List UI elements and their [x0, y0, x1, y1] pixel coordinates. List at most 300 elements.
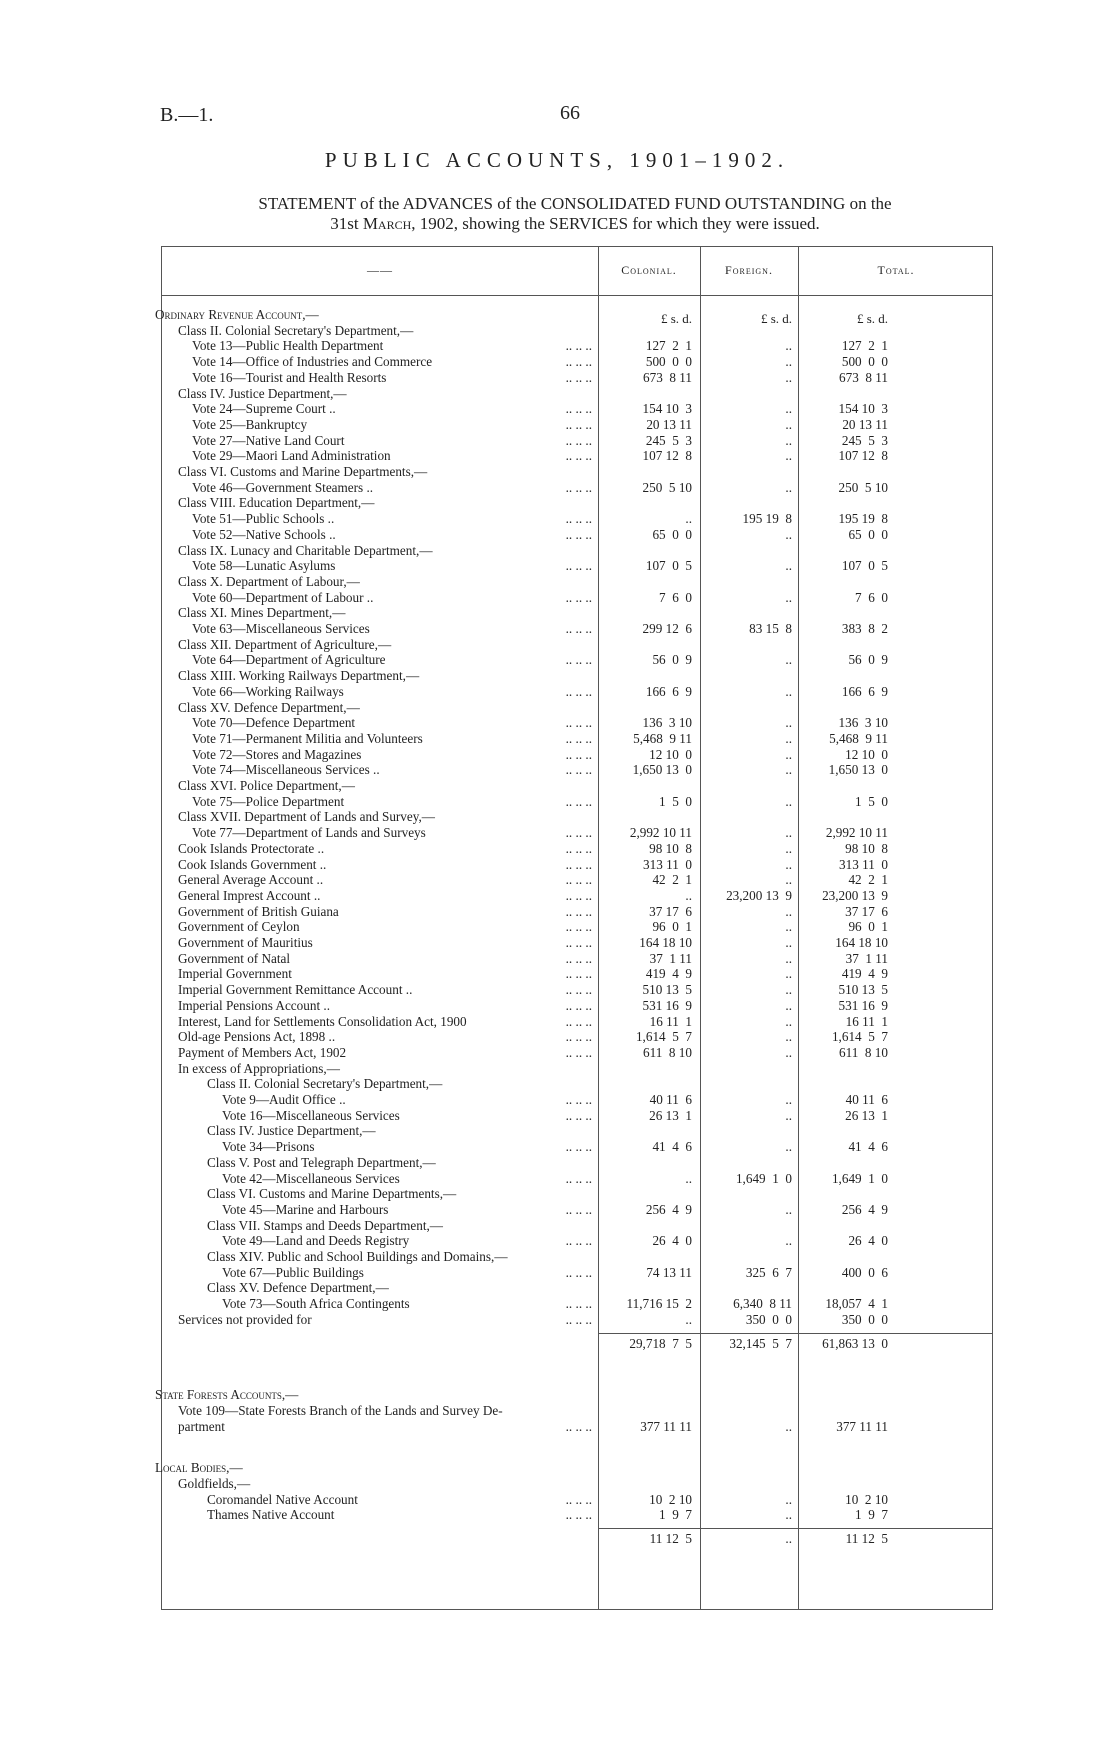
item-description — [178, 778, 592, 794]
colonial-amount: 11,716 15 2 — [626, 1296, 692, 1312]
total-column-header: Total. — [877, 263, 915, 277]
total-amount: 18,057 4 1 — [825, 1296, 888, 1312]
item-description-text: Old-age Pensions Act, 1898 .. — [178, 1029, 336, 1045]
total-amount: 1 5 0 — [855, 793, 888, 809]
table-row — [162, 715, 994, 731]
foreign-amount: .. — [785, 526, 792, 542]
colonial-amount: 250 5 10 — [642, 479, 692, 495]
item-description — [192, 590, 592, 606]
item-description — [207, 1507, 592, 1523]
leader-dots: .. .. .. — [565, 1264, 592, 1280]
item-description-text: Vote 14—Office of Industries and Commerce — [192, 354, 433, 370]
item-description — [178, 919, 592, 935]
total-amount: 37 1 11 — [845, 950, 888, 966]
colonial-amount: 419 4 9 — [645, 966, 692, 982]
item-description-text: Coromandel Native Account — [207, 1491, 358, 1507]
leader-dots: .. .. .. — [565, 950, 592, 966]
item-description-text: Class VII. Stamps and Deeds Department,— — [207, 1217, 443, 1233]
foreign-amount: .. — [785, 1092, 792, 1107]
item-description — [178, 605, 592, 621]
total-amount: 2,992 10 11 — [825, 825, 888, 841]
table-row — [162, 543, 994, 559]
leader-dots: .. .. .. — [565, 730, 592, 746]
colonial-amount: 673 8 11 — [643, 369, 692, 385]
item-description — [178, 1312, 592, 1328]
header-rule — [162, 295, 992, 296]
foreign-amount: .. — [785, 746, 792, 762]
foreign-amount: .. — [785, 1233, 792, 1249]
item-description-text: Vote 34—Prisons — [222, 1139, 315, 1155]
item-description — [178, 966, 592, 982]
foreign-amount: .. — [785, 730, 792, 746]
colonial-amount: .. — [685, 887, 692, 903]
item-description-text: Vote 77—Department of Lands and Surveys — [192, 825, 426, 841]
item-description — [222, 1171, 592, 1187]
item-description — [207, 1280, 592, 1296]
item-description — [222, 1139, 592, 1155]
leader-dots: .. .. .. — [565, 511, 592, 527]
table-row — [162, 1139, 994, 1155]
item-description-text: Local Bodies,— — [155, 1460, 243, 1476]
item-description-text: Class XV. Defence Department,— — [207, 1280, 389, 1296]
total-amount: 154 10 3 — [838, 401, 888, 417]
leader-dots: .. .. .. — [565, 558, 592, 574]
foreign-amount: .. — [785, 856, 792, 872]
total-amount: 136 3 10 — [838, 715, 888, 731]
table-row — [162, 668, 994, 684]
item-description-text: Goldfields,— — [178, 1476, 251, 1491]
colonial-amount: 56 0 9 — [652, 652, 692, 668]
colonial-amount: 26 4 0 — [652, 1233, 692, 1249]
item-description-text: Vote 74—Miscellaneous Services .. — [192, 762, 380, 778]
leader-dots: .. .. .. — [565, 479, 592, 495]
item-description — [178, 809, 592, 825]
item-description-text: Government of Mauritius — [178, 935, 313, 950]
colonial-amount: 1 9 7 — [659, 1507, 692, 1523]
foreign-amount: .. — [785, 715, 792, 731]
foreign-amount: .. — [785, 1418, 792, 1434]
item-description-text: Class XI. Mines Department,— — [178, 605, 346, 621]
item-description — [192, 401, 592, 417]
table-row — [162, 857, 994, 873]
total-amount: 107 12 8 — [838, 448, 888, 464]
table-row — [162, 1403, 994, 1419]
table-row — [162, 998, 994, 1014]
total-amount: 7 6 0 — [855, 589, 888, 605]
table-row — [162, 401, 994, 417]
colonial-amount: 5,468 9 11 — [633, 730, 692, 746]
colonial-amount: 166 6 9 — [645, 683, 692, 699]
statement-line-2-rest: , 1902, showing the SERVICES for which they were issued. — [411, 214, 820, 233]
leader-dots: .. .. .. — [565, 401, 592, 417]
foreign-amount: .. — [785, 935, 792, 950]
table-row — [162, 574, 994, 590]
item-description-text: Payment of Members Act, 1902 — [178, 1044, 347, 1060]
section-heading — [155, 1387, 592, 1403]
item-description — [178, 323, 592, 339]
foreign-amount: 1,649 1 0 — [735, 1170, 792, 1186]
item-description — [178, 1403, 592, 1419]
total-amount: 16 11 1 — [845, 1013, 888, 1029]
total-amount: 195 19 8 — [838, 511, 888, 527]
section-heading-row — [155, 1387, 994, 1403]
item-description — [178, 904, 592, 920]
colonial-amount: 11 12 5 — [649, 1531, 692, 1547]
table-row — [162, 700, 994, 716]
item-description — [192, 448, 592, 464]
item-description-text: Vote 67—Public Buildings — [222, 1264, 364, 1280]
foreign-amount: 350 0 0 — [745, 1311, 792, 1327]
item-description-text: Thames Native Account — [207, 1507, 335, 1523]
colonial-amount: 65 0 0 — [652, 526, 692, 542]
item-description — [178, 841, 592, 857]
total-amount: 26 4 0 — [848, 1233, 888, 1249]
document-reference: B.—1. — [160, 104, 214, 126]
item-description — [178, 1029, 592, 1045]
table-row — [162, 1061, 994, 1077]
item-description — [207, 1218, 592, 1234]
item-description-text: Class XII. Department of Agriculture,— — [178, 636, 392, 652]
item-description-text: Government of Natal — [178, 950, 291, 966]
colonial-amount: .. — [685, 1170, 692, 1186]
leader-dots: .. .. .. — [565, 1491, 592, 1507]
table-row — [162, 1171, 994, 1187]
item-description — [192, 433, 592, 449]
table-row — [162, 1202, 994, 1218]
foreign-amount: .. — [785, 1029, 792, 1045]
leader-dots: .. .. .. — [565, 1107, 592, 1123]
leader-dots: .. .. .. — [565, 416, 592, 432]
leader-dots: .. .. .. — [565, 762, 592, 778]
item-description — [192, 370, 592, 386]
foreign-amount: .. — [785, 401, 792, 417]
table-row — [162, 1218, 994, 1234]
item-description-text: Class XIII. Working Railways Department,— — [178, 668, 420, 684]
table-row — [162, 872, 994, 888]
leader-dots: .. .. .. — [565, 1029, 592, 1045]
statement-month: March — [362, 214, 412, 233]
leader-dots: .. .. .. — [565, 1170, 592, 1186]
table-row — [162, 1476, 994, 1492]
item-description — [178, 998, 592, 1014]
item-description-text: Imperial Pensions Account .. — [178, 997, 330, 1013]
foreign-amount: .. — [785, 683, 792, 699]
colonial-column-header: Colonial. — [621, 263, 677, 277]
item-description — [222, 1092, 592, 1108]
leader-dots: .. .. .. — [565, 966, 592, 982]
foreign-amount: .. — [785, 558, 792, 574]
foreign-amount: 32,145 5 7 — [729, 1335, 792, 1351]
statement-heading — [150, 194, 1000, 234]
table-row — [162, 511, 994, 527]
item-description — [192, 715, 592, 731]
colonial-amount: 1,614 5 7 — [635, 1029, 692, 1045]
foreign-amount: .. — [785, 997, 792, 1013]
total-currency-units: £ s. d. — [856, 311, 888, 326]
leader-dots: .. .. .. — [565, 354, 592, 370]
item-description — [178, 888, 592, 904]
item-description — [178, 464, 592, 480]
colonial-amount: 136 3 10 — [642, 715, 692, 731]
item-description — [192, 354, 592, 370]
total-amount: 41 4 6 — [848, 1139, 888, 1155]
total-amount: 350 0 0 — [841, 1311, 888, 1327]
item-description — [222, 1202, 592, 1218]
table-row — [162, 904, 994, 920]
item-description-text: Vote 9—Audit Office .. — [222, 1092, 346, 1107]
table-row — [162, 590, 994, 606]
statement-line-1: STATEMENT of the ADVANCES of the CONSOLIDATED FUND OUTSTANDING on the — [258, 194, 892, 213]
item-description-text: Class IV. Justice Department,— — [178, 385, 347, 401]
table-row — [162, 1507, 994, 1523]
item-description — [178, 1045, 592, 1061]
item-description — [192, 480, 592, 496]
item-description — [192, 558, 592, 574]
leader-dots: .. .. .. — [565, 919, 592, 935]
foreign-amount: .. — [785, 432, 792, 448]
leader-dots: .. .. .. — [565, 997, 592, 1013]
leader-dots: .. .. .. — [565, 1418, 592, 1434]
item-description — [178, 386, 592, 402]
total-amount: 1,649 1 0 — [831, 1170, 888, 1186]
total-amount: 256 4 9 — [841, 1201, 888, 1217]
total-amount: 61,863 13 0 — [822, 1335, 888, 1351]
item-description-text: Vote 13—Public Health Department — [192, 338, 384, 354]
table-row — [162, 480, 994, 496]
total-amount: 500 0 0 — [841, 354, 888, 370]
table-row — [162, 919, 994, 935]
item-description — [207, 1076, 592, 1092]
item-description — [192, 762, 592, 778]
colonial-amount: 377 11 11 — [640, 1418, 692, 1434]
item-description — [178, 668, 592, 684]
table-row — [162, 1045, 994, 1061]
item-description-text: Class VI. Customs and Marine Departments,— — [178, 464, 428, 479]
foreign-amount: .. — [785, 982, 792, 998]
item-description-text: Vote 64—Department of Agriculture — [192, 652, 386, 668]
item-description — [192, 417, 592, 433]
total-amount: 42 2 1 — [848, 872, 888, 888]
item-description-text: Government of British Guiana — [178, 903, 339, 919]
table-row — [162, 323, 994, 339]
leader-dots: .. .. .. — [565, 338, 592, 354]
leader-dots: .. .. .. — [565, 825, 592, 841]
table-row — [162, 809, 994, 825]
colonial-amount: 12 10 0 — [649, 746, 692, 762]
foreign-amount: 195 19 8 — [742, 511, 792, 527]
total-amount: 611 8 10 — [839, 1044, 888, 1060]
foreign-amount: .. — [785, 354, 792, 370]
colonial-amount: 26 13 1 — [649, 1107, 692, 1123]
page-number: 66 — [560, 102, 580, 124]
leader-dots: .. .. .. — [565, 1139, 592, 1155]
item-description-text: Interest, Land for Settlements Consolidation Act, 1900 — [178, 1013, 467, 1029]
item-description — [178, 982, 592, 998]
subtotal-row — [162, 1336, 994, 1352]
table-row — [162, 354, 994, 370]
item-description-text: Class IX. Lunacy and Charitable Department,— — [178, 542, 433, 558]
item-description-text: Class XV. Defence Department,— — [178, 699, 360, 715]
colonial-amount: 611 8 10 — [643, 1044, 692, 1060]
item-description — [178, 1061, 592, 1077]
table-row — [162, 495, 994, 511]
total-amount: 383 8 2 — [841, 621, 888, 636]
item-description-text: Vote 109—State Forests Branch of the Lands and Survey De- — [178, 1402, 503, 1418]
colonial-amount: 29,718 7 5 — [629, 1335, 692, 1351]
table-row — [162, 1186, 994, 1202]
table-row — [162, 825, 994, 841]
item-description — [178, 637, 592, 653]
leader-dots: .. .. .. — [565, 1296, 592, 1312]
table-row — [162, 778, 994, 794]
total-amount: 37 17 6 — [845, 903, 888, 919]
leader-dots: .. .. .. — [565, 652, 592, 668]
item-description-text: Services not provided for — [178, 1311, 312, 1327]
table-row — [162, 652, 994, 668]
statement-line-2 — [150, 214, 1000, 234]
colonial-amount: 164 18 10 — [639, 935, 692, 950]
item-description-text: Ordinary Revenue Account,— — [155, 307, 319, 322]
leader-dots: .. .. .. — [565, 1311, 592, 1327]
table-row — [162, 935, 994, 951]
foreign-amount: .. — [785, 966, 792, 982]
item-description-text: In excess of Appropriations,— — [178, 1060, 340, 1076]
table-row — [162, 448, 994, 464]
item-description — [178, 574, 592, 590]
colonial-amount: 154 10 3 — [642, 401, 692, 417]
item-description-text: Class II. Colonial Secretary's Department,— — [178, 322, 414, 338]
leader-dots: .. .. .. — [565, 621, 592, 636]
item-description — [192, 794, 592, 810]
item-description-text: General Average Account .. — [178, 872, 324, 888]
item-description-text: Cook Islands Government .. — [178, 856, 327, 872]
table-row — [162, 338, 994, 354]
table-row — [162, 1123, 994, 1139]
total-amount: 5,468 9 11 — [829, 730, 888, 746]
table-row — [162, 605, 994, 621]
colonial-amount: 127 2 1 — [645, 338, 692, 354]
foreign-amount: .. — [785, 1044, 792, 1060]
table-row — [162, 982, 994, 998]
item-description-text: partment — [178, 1418, 225, 1434]
total-amount: 673 8 11 — [839, 369, 888, 385]
page-title: PUBLIC ACCOUNTS, 1901–1902. — [324, 148, 790, 172]
table-row — [162, 1419, 994, 1435]
colonial-amount: .. — [685, 1311, 692, 1327]
item-description-text: Vote 49—Land and Deeds Registry — [222, 1233, 410, 1249]
item-description — [207, 1155, 592, 1171]
colonial-amount: 245 5 3 — [645, 432, 692, 448]
table-row — [162, 747, 994, 763]
item-description — [207, 1249, 592, 1265]
leader-dots: .. .. .. — [565, 432, 592, 448]
foreign-amount: .. — [785, 1139, 792, 1155]
foreign-amount: .. — [785, 1491, 792, 1507]
item-description — [192, 652, 592, 668]
colonial-amount: 299 12 6 — [642, 621, 692, 636]
leader-dots: .. .. .. — [565, 1092, 592, 1107]
table-row — [162, 1014, 994, 1030]
table-row — [162, 1249, 994, 1265]
subtotal-rule — [598, 1528, 992, 1529]
item-description — [207, 1186, 592, 1202]
leader-dots: .. .. .. — [565, 1233, 592, 1249]
item-description-text: Class II. Colonial Secretary's Department,— — [207, 1076, 443, 1092]
total-amount: 400 0 6 — [841, 1264, 888, 1280]
section-heading — [155, 307, 592, 323]
table-row — [162, 762, 994, 778]
foreign-amount: .. — [785, 416, 792, 432]
colonial-amount: 41 4 6 — [652, 1139, 692, 1155]
item-description — [178, 935, 592, 951]
total-amount: 107 0 5 — [841, 558, 888, 574]
foreign-amount: .. — [785, 1507, 792, 1523]
table-row — [162, 951, 994, 967]
advances-table — [155, 246, 993, 1610]
item-description-text: Vote 75—Police Department — [192, 793, 345, 809]
item-description — [207, 1492, 592, 1508]
colonial-amount: 500 0 0 — [645, 354, 692, 370]
item-description-text: Vote 51—Public Schools .. — [192, 511, 335, 527]
section-heading-row — [155, 1460, 994, 1476]
foreign-amount: 23,200 13 9 — [726, 887, 792, 903]
table-row — [162, 1076, 994, 1092]
table-row — [162, 1155, 994, 1171]
leader-dots: .. .. .. — [565, 589, 592, 605]
colonial-amount: 20 13 11 — [646, 416, 692, 432]
item-description — [192, 338, 592, 354]
item-description — [207, 1123, 592, 1139]
table-row — [162, 794, 994, 810]
leader-dots: .. .. .. — [565, 526, 592, 542]
total-amount: 20 13 11 — [842, 416, 888, 432]
colonial-amount: 7 6 0 — [659, 589, 692, 605]
foreign-amount: .. — [785, 448, 792, 464]
colonial-amount: 10 2 10 — [649, 1491, 692, 1507]
item-description-text: Vote 16—Miscellaneous Services — [222, 1107, 400, 1123]
item-description-text: Class VI. Customs and Marine Departments,— — [207, 1186, 457, 1202]
item-description-text: State Forests Accounts,— — [155, 1387, 299, 1403]
table-row — [162, 1233, 994, 1249]
leader-dots: .. .. .. — [565, 887, 592, 903]
foreign-amount: 325 6 7 — [745, 1264, 792, 1280]
item-description — [222, 1108, 592, 1124]
table-row — [162, 1029, 994, 1045]
table-row — [162, 1265, 994, 1281]
item-description-text: Vote 25—Bankruptcy — [192, 416, 308, 432]
item-description — [178, 1419, 592, 1435]
leader-dots: .. .. .. — [565, 1201, 592, 1217]
colonial-amount: 256 4 9 — [645, 1201, 692, 1217]
item-description-text: Vote 58—Lunatic Asylums — [192, 558, 336, 574]
colonial-amount: 37 1 11 — [649, 950, 692, 966]
total-amount: 313 11 0 — [839, 856, 888, 872]
colonial-amount: 107 12 8 — [642, 448, 692, 464]
table-row — [162, 433, 994, 449]
item-description-text: Vote 29—Maori Land Administration — [192, 448, 391, 464]
colonial-amount: 40 11 6 — [649, 1092, 692, 1107]
item-description-text: Vote 72—Stores and Magazines — [192, 746, 362, 762]
total-amount: 1,614 5 7 — [831, 1029, 888, 1045]
item-description-text: Vote 66—Working Railways — [192, 683, 344, 699]
colonial-amount: 313 11 0 — [643, 856, 692, 872]
total-amount: 40 11 6 — [845, 1092, 888, 1107]
table-row — [162, 1092, 994, 1108]
leader-dots: .. .. .. — [565, 856, 592, 872]
foreign-amount: .. — [785, 793, 792, 809]
leader-dots: .. .. .. — [565, 369, 592, 385]
table-row — [162, 621, 994, 637]
